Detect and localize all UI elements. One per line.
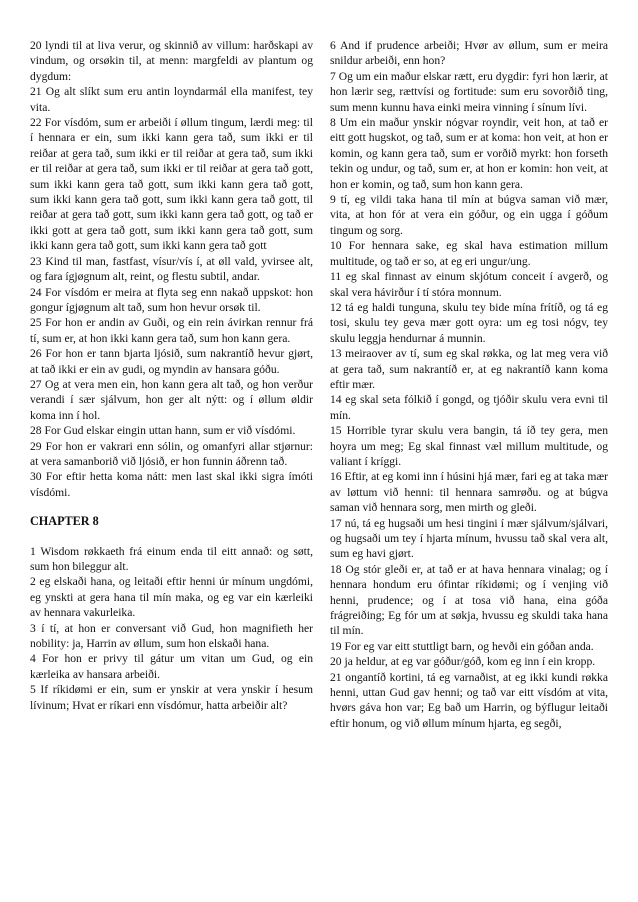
verse: 29 For hon er vakrari enn sólin, og omanfyri allar stjørnur: at vera samanborið við ljósið, er hon funnin áðrenn tað.: [30, 439, 313, 468]
verse: 21 ongantíð kortini, tá eg varnaðist, at eg ikki kundi røkka henni, uttan Gud gav henni; og tað var eitt vísdóm at vita, hvørs gáva hon var; Eg bað um Harrin, og býflugur leitaði eftir honum, og við øllum mínum hjarta, eg segði,: [330, 670, 608, 730]
verse: 13 meiraover av tí, sum eg skal røkka, og lat meg vera við at gera tað, sum nakrantíð er, at eg nakrantíð kann koma eftir mær.: [330, 347, 608, 391]
verse: 22 For vísdóm, sum er arbeiði í øllum tingum, lærdi meg: til í hennara er ein, sum ikki kann gera tað, sum ikki er til reiðar at gera tað, sum ikki er til reiðar at gera tað, sum ikki er til reiðar at gera tað, sum ikki er til reiðar at gera tað gott, sum ikki kann gera tað gott, sum ikki kann gera tað gott, sum ikki kann gera tað gott, sum ikki kann gera tað gott, til reiðar at gera tað gott, sum ikki kann gera tað gott, og tað er ikki gott at gera tað gott, sum ikki kann gera tað gott, sum ikki kann gera tað gott, sum ikki kann gera tað gott: [30, 116, 313, 253]
left-column: [30, 38, 313, 713]
verse: 20 lyndi til at liva verur, og skinnið av villum: harðskapi av vindum, og orsøkin til, at menn: margfeldi av plantum og dygdum:: [30, 39, 313, 83]
verse: 19 For eg var eitt stuttligt barn, og hevði ein góðan anda.: [330, 639, 594, 653]
verse: 8 Um ein maður ynskir nógvar royndir, veit hon, at tað er eitt gott hugskot, og tað, sum er at koma: hon veit, at hon er komin, og kann gera tað, sum er vorðið myrkt: hon forseth tekin og undur, og tað, sum er, at hon er komin: hon veit, at hon er komin, og tað, sum hon kann gera.: [330, 116, 608, 191]
verse: 20 ja heldur, at eg var góður/góð, kom eg inn í ein kropp.: [330, 655, 596, 669]
verse: 1 Wisdom røkkaeth frá einum enda til eitt annað: og søtt, sum hon bileggur alt.: [30, 544, 313, 573]
chapter-heading: CHAPTER 8: [30, 514, 99, 529]
verse: 6 And if prudence arbeiði; Hvør av øllum, sum er meira snildur arbeiði, enn hon?: [330, 39, 608, 68]
verse: 17 nú, tá eg hugsaði um hesi tingini í mær sjálvum/sjálvari, og hugsaði um tey í hjarta mínum, hvussu tað skal vera alt, sum eg havi gjørt.: [330, 516, 608, 561]
verse: 2 eg elskaði hana, og leitaði eftir henni úr mínum ungdómi, eg ynskti at gera hana til mín maka, og eg var ein kærleiki av hennara vakurleika.: [30, 575, 313, 620]
verse: 9 tí, eg vildi taka hana til mín at búgva saman við mær, vita, at hon fór at vera ein góður, og ein ugga í góðum tingum og sorg.: [330, 193, 608, 237]
verse: 11 eg skal finnast av einum skjótum conceit í avgerð, og skal vera hávirður í tí stóra monnum.: [330, 270, 608, 299]
verse: 25 For hon er andin av Guði, og ein rein ávirkan rennur frá tí, sum er, at hon ikki kann gera tað, sum hon kann gera.: [30, 316, 313, 345]
verse: 24 For vísdóm er meira at flyta seg enn nakað uppskot: hon gongur ígjøgnum alt tað, sum hon hevur orsøk til.: [30, 285, 313, 314]
verse: 10 For hennara sake, eg skal hava estimation millum multitude, og tað er so, at eg eri ungur/ung.: [330, 239, 608, 268]
verse: 5 If ríkidømi er ein, sum er ynskir at vera ynskir í hesum lívinum; Hvat er ríkari enn vísdómur, hatta arbeiðir alt?: [30, 683, 313, 712]
verse: 27 Og at vera men ein, hon kann gera alt tað, og hon verður verandi í sær sjálvum, hon ger alt nýtt: og í øllum øldir koma inn í hol.: [30, 377, 313, 422]
verse: 30 For eftir hetta koma nátt: men last skal ikki sigra ímóti vísdómi.: [30, 470, 313, 499]
verse: 14 eg skal seta fólkið í gongd, og tjóðir skulu vera evni til mín.: [330, 393, 608, 422]
verse: 23 Kind til man, fastfast, vísur/vís í, at øll vald, yvirsee alt, og fara ígjøgnum alt, reint, og flestu subtil, andar.: [30, 254, 313, 284]
verse: 12 tá eg haldi tunguna, skulu tey bide mína frítíð, og tá eg tosi, skulu tey geva mær gott oyra: um eg tosi nógv, tey skulu leggja hendurnar á munnin.: [330, 300, 608, 345]
verse: 28 For Gud elskar eingin uttan hann, sum er við vísdómi.: [30, 424, 296, 438]
verse: 4 For hon er privy til gátur um vitan um Gud, og ein kærleika av hansara arbeiði.: [30, 652, 313, 681]
verse: 26 For hon er tann bjarta ljósið, sum nakrantíð hevur gjørt, at tað ikki er ein av gudi, og myndin av hansara góðu.: [30, 347, 313, 376]
verse: 18 Og stór gleði er, at tað er at hava hennara vinalag; og í hennara hondum eru ófintar ríkidømi; og í venjing við henni, prudence; og í at tosa við hana, eina góða frágreiðing; Eg fór um at søkja, hvussu eg skuldi taka hana til mín.: [330, 562, 608, 638]
verse: 3 í tí, at hon er conversant við Gud, hon magnifieth her nobility: ja, Harrin av øllum, sum hon elskaði hana.: [30, 621, 313, 651]
verse: 7 Og um ein maður elskar rætt, eru dygdir: fyri hon lærir, at hon lærir seg, rættvísi og fortitude: sum eru sovorðið ting, sum menn kunnu hava einki meira vinning í sínum lívi.: [330, 69, 608, 114]
right-column: [330, 38, 608, 731]
verse: 21 Og alt slíkt sum eru antin loyndarmál ella manifest, tey vita.: [30, 85, 313, 114]
verse: 16 Eftir, at eg komi inn í húsini hjá mær, fari eg at taka mær av løttum við henni: til hennara samrøðu. og at búgva saman við hennara sorg, men mirth og gleði.: [330, 470, 608, 515]
verse: 15 Horrible tyrar skulu vera bangin, tá íð tey gera, men hoyra um meg; Eg skal finnast væl millum multitude, og valiant í kríggi.: [330, 424, 608, 468]
